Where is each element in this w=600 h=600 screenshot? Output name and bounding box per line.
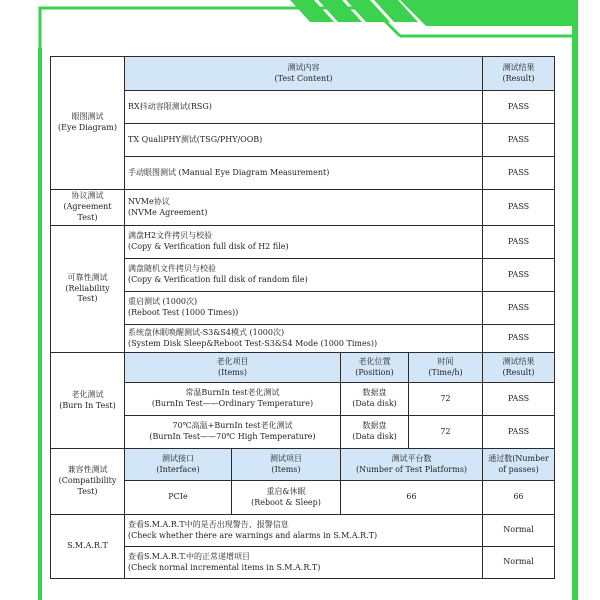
compat-item-cn: 重启&休眠 <box>266 486 306 496</box>
test-result: PASS <box>483 91 555 124</box>
table-row <box>51 547 555 579</box>
test-result: PASS <box>483 259 555 292</box>
header-label-cn: 时间 <box>437 356 454 366</box>
test-result: Normal <box>483 547 555 579</box>
category-label-en: (Reliability <box>65 283 110 293</box>
aging-item-en: (BurnIn Test——Ordinary Temperature) <box>151 399 314 408</box>
header-label-en: (Interface) <box>156 464 200 474</box>
test-item: 手动眼图测试 (Manual Eye Diagram Measurement) <box>125 157 483 190</box>
category-label-en: (Eye Diagram) <box>58 123 117 132</box>
header-test-content <box>125 57 483 91</box>
category-protocol <box>51 190 125 226</box>
test-result: PASS <box>483 226 555 259</box>
header-label-en: (Items) <box>271 464 301 474</box>
test-item-cn: 查看S.M.A.R.T.中的正常递增项目 <box>128 551 251 561</box>
test-item-cn: 重启测试 (1000次) <box>128 297 198 307</box>
category-reliability <box>51 226 125 353</box>
test-item <box>125 190 483 226</box>
test-item <box>125 515 483 547</box>
decorative-frame-top <box>0 0 600 50</box>
header-aging-items <box>125 353 341 383</box>
table-row <box>51 157 555 190</box>
aging-item <box>125 416 341 449</box>
table-row <box>51 325 555 353</box>
test-results-table <box>50 56 555 579</box>
header-label-en: (Time/h) <box>428 367 463 377</box>
aging-item <box>125 383 341 416</box>
test-result: PASS <box>483 124 555 157</box>
test-item-en: (Check whether there are warnings and alarms in S.M.A.R.T) <box>128 530 378 540</box>
header-label-en: (Number of Test Platforms) <box>355 464 468 474</box>
header-compat-items <box>232 449 341 481</box>
aging-position-en: (Data disk) <box>352 399 397 408</box>
header-label-cn: 测试结果 <box>502 62 535 72</box>
header-aging-result <box>483 353 555 383</box>
category-label-cn: 兼容性测试 <box>67 465 108 475</box>
header-label-cn: 测试平台数 <box>391 453 432 463</box>
category-label-en: (Compatibility <box>58 476 117 486</box>
test-result: PASS <box>483 416 555 449</box>
header-aging-time <box>409 353 483 383</box>
decorative-frame-left <box>38 48 42 600</box>
test-item <box>125 259 483 292</box>
test-item-en: (System Disk Sleep&Reboot Test-S3&S4 Mode (1000 Times)) <box>128 338 378 348</box>
header-label-cn: 测试内容 <box>287 62 320 72</box>
test-item-cn: 查看S.M.A.R.T中的是否出现警告、报警信息 <box>128 519 289 529</box>
category-label-cn: 可靠性测试 <box>67 272 108 282</box>
category-burn-in <box>51 353 125 449</box>
test-result: PASS <box>483 190 555 226</box>
test-item-en: (Check normal incremental items in S.M.A.R.T) <box>128 562 321 572</box>
aging-position-cn: 数据盘 <box>362 421 387 431</box>
test-item-en: (Copy & Verification full disk of random file) <box>128 275 308 284</box>
aging-item-en: (BurnIn Test——70℃ High Temperature) <box>149 432 316 441</box>
table-row <box>51 481 555 515</box>
aging-position <box>341 416 409 449</box>
aging-position-cn: 数据盘 <box>362 388 387 398</box>
header-label-cn: 测试接口 <box>162 453 194 463</box>
header-label-cn: 老化项目 <box>216 356 249 366</box>
aging-position <box>341 383 409 416</box>
header-label-en: (Result) <box>502 367 535 377</box>
aging-position-en: (Data disk) <box>352 432 397 441</box>
category-label-cn: 眼图测试 <box>71 112 104 122</box>
table-row <box>51 190 555 226</box>
compat-item <box>232 481 341 515</box>
decorative-frame-right <box>572 0 578 600</box>
table-row <box>51 259 555 292</box>
aging-item-cn: 70℃高温+BurnIn test老化测试 <box>172 421 293 431</box>
test-item-cn: NVMe协议 <box>128 196 170 206</box>
table-row <box>51 226 555 259</box>
test-item-cn: 系统盘休眠唤醒测试-S3&S4模式 (1000次) <box>128 327 285 337</box>
test-item-cn: 满盘H2文件拷贝与校验 <box>128 231 213 241</box>
table-row <box>51 91 555 124</box>
test-result: PASS <box>483 325 555 353</box>
interface-value: PCIe <box>125 481 232 515</box>
category-label-en: (Agreement <box>63 202 112 212</box>
header-label-cn: 通过数(Number <box>488 453 549 463</box>
test-item <box>125 226 483 259</box>
category-smart: S.M.A.R.T <box>51 515 125 579</box>
test-result: PASS <box>483 157 555 190</box>
header-label-en: (Items) <box>217 367 248 377</box>
table-row <box>51 383 555 416</box>
header-label-en: (Test Content) <box>274 73 333 83</box>
header-result <box>483 57 555 91</box>
platform-count: 66 <box>341 481 483 515</box>
test-item: RX抖动容限测试(RSG) <box>125 91 483 124</box>
header-interface <box>125 449 232 481</box>
aging-item-cn: 常温BurnIn test老化测试 <box>185 388 280 398</box>
table-row <box>51 292 555 325</box>
category-label-en: Test) <box>77 294 98 304</box>
table-row <box>51 515 555 547</box>
test-item-en: (Copy & Verification full disk of H2 file) <box>128 242 289 251</box>
test-item-en: (NVMe Agreement) <box>128 207 208 217</box>
category-label-en: (Burn In Test) <box>59 400 116 410</box>
test-item: TX QualiPHY测试(TSG/PHY/OOB) <box>125 124 483 157</box>
aging-time: 72 <box>409 416 483 449</box>
category-label-cn: 协议测试 <box>71 191 104 201</box>
corner-block <box>400 0 578 26</box>
aging-time: 72 <box>409 383 483 416</box>
test-result: PASS <box>483 383 555 416</box>
compat-header-row <box>51 449 555 481</box>
header-label-cn: 测试结果 <box>502 356 535 366</box>
table-row <box>51 124 555 157</box>
header-label-cn: 测试项目 <box>270 453 302 463</box>
pass-count: 66 <box>483 481 555 515</box>
header-label-en: of passes) <box>498 464 539 474</box>
category-label-cn: 老化测试 <box>71 389 104 399</box>
header-platforms <box>341 449 483 481</box>
aging-header-row <box>51 353 555 383</box>
category-label-en: Test) <box>77 212 98 222</box>
test-item-en: (Reboot Test (1000 Times)) <box>128 308 239 317</box>
header-label-en: (Result) <box>502 73 535 83</box>
category-compatibility <box>51 449 125 515</box>
header-aging-position <box>341 353 409 383</box>
table-header-row <box>51 57 555 91</box>
test-result: Normal <box>483 515 555 547</box>
category-eye-diagram <box>51 57 125 190</box>
test-item-cn: 满盘随机文件拷贝与校验 <box>128 264 216 274</box>
test-item <box>125 292 483 325</box>
test-item <box>125 547 483 579</box>
compat-item-en: (Reboot & Sleep) <box>251 497 321 507</box>
category-label-en: Test) <box>77 486 98 496</box>
test-item <box>125 325 483 353</box>
header-passes <box>483 449 555 481</box>
header-label-cn: 老化位置 <box>358 356 391 366</box>
test-result: PASS <box>483 292 555 325</box>
header-label-en: (Position) <box>355 367 394 377</box>
table-row <box>51 416 555 449</box>
